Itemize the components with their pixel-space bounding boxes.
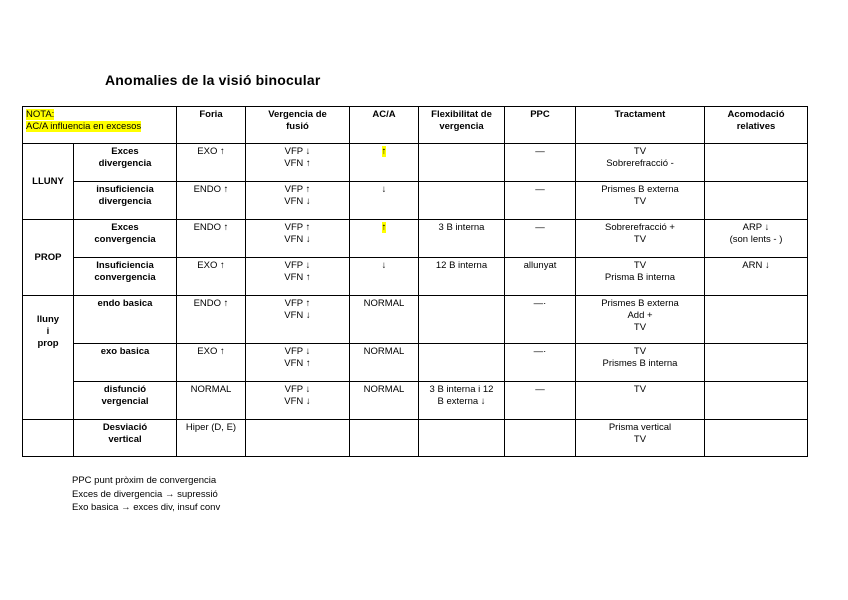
row-tractament: TV — [576, 382, 705, 420]
row-name: Exces convergencia — [74, 220, 177, 258]
row-foria: Hiper (D, E) — [177, 420, 246, 457]
row-foria: ENDO ↑ — [177, 182, 246, 220]
footer-note: PPC punt pròxim de convergencia — [72, 475, 217, 486]
row-tractament: TV Prisma B interna — [576, 258, 705, 296]
row-acomodacio — [705, 382, 808, 420]
row-flex: 3 B interna i 12 B externa ↓ — [419, 382, 505, 420]
footer-note: Exo basica → exces div, insuf conv — [72, 502, 221, 513]
table-row — [23, 382, 808, 420]
row-flex — [419, 344, 505, 382]
footer-notes — [72, 474, 220, 515]
row-flex: 12 B interna — [419, 258, 505, 296]
group-prop: PROP — [23, 220, 74, 296]
table-row — [23, 220, 808, 258]
row-acomodacio — [705, 182, 808, 220]
table-row — [23, 144, 808, 182]
row-name: Exces divergencia — [74, 144, 177, 182]
row-name: endo basica — [74, 296, 177, 344]
row-tractament: Prismes B externa TV — [576, 182, 705, 220]
group-lluny-prop: lluny i prop — [23, 296, 74, 420]
row-name: Insuficiencia convergencia — [74, 258, 177, 296]
row-ppc: — — [505, 382, 576, 420]
row-aca: ↓ — [350, 258, 419, 296]
row-ppc: —· — [505, 296, 576, 344]
nota-cell — [23, 107, 177, 144]
header-ppc: PPC — [505, 107, 576, 144]
table-row — [23, 344, 808, 382]
row-ppc: — — [505, 182, 576, 220]
row-foria: EXO ↑ — [177, 144, 246, 182]
row-tractament: TV Prismes B interna — [576, 344, 705, 382]
row-vergencia: VFP ↓ VFN ↑ — [246, 258, 350, 296]
aca-value: ↑ — [381, 146, 387, 157]
header-row — [23, 107, 808, 144]
header-foria: Foria — [177, 107, 246, 144]
row-tractament: Prisma vertical TV — [576, 420, 705, 457]
row-ppc — [505, 420, 576, 457]
page-title: Anomalies de la visió binocular — [105, 72, 321, 88]
header-flexibilitat: Flexibilitat de vergencia — [419, 107, 505, 144]
row-name: insuficiencia divergencia — [74, 182, 177, 220]
row-vergencia: VFP ↑ VFN ↓ — [246, 296, 350, 344]
row-vergencia: VFP ↓ VFN ↑ — [246, 344, 350, 382]
row-name: Desviació vertical — [74, 420, 177, 457]
row-aca — [350, 144, 419, 182]
row-acomodacio — [705, 420, 808, 457]
nota-text: AC/A influencia en excesos — [26, 121, 142, 132]
header-acomodacio: Acomodació relatives — [705, 107, 808, 144]
row-acomodacio: ARP ↓ (son lents - ) — [705, 220, 808, 258]
row-tractament: Prismes B externa Add + TV — [576, 296, 705, 344]
row-vergencia: VFP ↑ VFN ↓ — [246, 220, 350, 258]
row-aca: NORMAL — [350, 382, 419, 420]
row-acomodacio — [705, 144, 808, 182]
row-flex — [419, 144, 505, 182]
row-aca: NORMAL — [350, 296, 419, 344]
binocular-anomalies-table — [22, 106, 808, 457]
nota-label: NOTA: — [26, 109, 55, 120]
table-row — [23, 296, 808, 344]
group-lluny: LLUNY — [23, 144, 74, 220]
row-acomodacio — [705, 296, 808, 344]
footer-note: Exces de divergencia → supressió — [72, 488, 218, 500]
row-ppc: —· — [505, 344, 576, 382]
row-foria: ENDO ↑ — [177, 296, 246, 344]
header-aca: AC/A — [350, 107, 419, 144]
row-foria: EXO ↑ — [177, 344, 246, 382]
table-row — [23, 258, 808, 296]
aca-value: ↑ — [381, 222, 387, 233]
row-flex — [419, 420, 505, 457]
row-tractament: TV Sobrerefracció - — [576, 144, 705, 182]
row-vergencia — [246, 420, 350, 457]
row-acomodacio: ARN ↓ — [705, 258, 808, 296]
row-aca: NORMAL — [350, 344, 419, 382]
table-row — [23, 182, 808, 220]
table-row — [23, 420, 808, 457]
row-flex: 3 B interna — [419, 220, 505, 258]
row-flex — [419, 182, 505, 220]
row-flex — [419, 296, 505, 344]
row-vergencia: VFP ↓ VFN ↑ — [246, 144, 350, 182]
header-tractament: Tractament — [576, 107, 705, 144]
row-acomodacio — [705, 344, 808, 382]
row-aca: ↓ — [350, 182, 419, 220]
row-foria: NORMAL — [177, 382, 246, 420]
row-name: disfunció vergencial — [74, 382, 177, 420]
row-ppc: allunyat — [505, 258, 576, 296]
row-aca — [350, 420, 419, 457]
row-name: exo basica — [74, 344, 177, 382]
row-vergencia: VFP ↓ VFN ↓ — [246, 382, 350, 420]
header-vergencia: Vergencia de fusió — [246, 107, 350, 144]
row-aca — [350, 220, 419, 258]
row-ppc: — — [505, 144, 576, 182]
row-tractament: Sobrerefracció + TV — [576, 220, 705, 258]
row-foria: EXO ↑ — [177, 258, 246, 296]
group-empty — [23, 420, 74, 457]
row-vergencia: VFP ↑ VFN ↓ — [246, 182, 350, 220]
row-foria: ENDO ↑ — [177, 220, 246, 258]
row-ppc: — — [505, 220, 576, 258]
